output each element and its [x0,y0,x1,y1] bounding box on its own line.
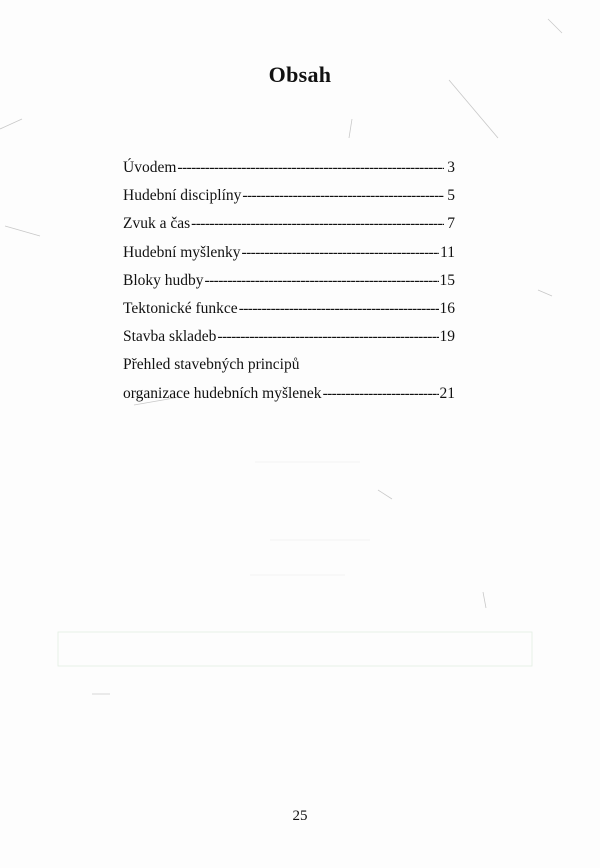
toc-leader [217,323,438,351]
toc-entry [123,154,455,182]
toc-entry-page: 16 [439,299,455,317]
toc-leader [177,154,444,182]
toc-entry [123,323,455,351]
toc-entry [123,182,455,210]
toc-leader [205,267,439,295]
toc-leader [242,182,444,210]
toc-entry [123,210,455,238]
toc-entry-page: 5 [447,187,455,205]
toc-leader [242,239,440,267]
toc-leader [323,380,439,408]
toc-entry [123,267,455,295]
toc-entry [123,351,455,379]
toc-entry-label: Hudební disciplíny [123,187,242,205]
toc-entry-label: organizace hudebních myšlenek [123,384,322,402]
toc-entry-page: 21 [439,384,455,402]
toc-entry-label: Zvuk a čas [123,215,191,233]
page-title: Obsah [268,62,332,87]
toc-entry-label: Přehled stavebných principů [123,356,300,374]
toc-entry-label: Úvodem [123,159,177,176]
toc-leader [239,295,439,323]
toc-entry [123,239,455,267]
toc-leader [191,210,444,238]
page-number: 25 [292,808,308,824]
toc-entry-label: Hudební myšlenky [123,243,241,261]
toc-entry-label: Stavba skladeb [123,328,217,346]
toc-entry [123,295,455,323]
toc-entry-page: 15 [439,271,455,289]
toc-entry-label: Tektonické funkce [123,299,238,317]
toc-entry-page: 19 [439,328,455,346]
toc-entry [123,380,455,408]
table-of-contents [123,154,455,408]
toc-entry-page: 7 [447,215,455,233]
toc-entry-page: 11 [440,243,455,261]
toc-entry-page: 3 [447,159,455,176]
toc-entry-label: Bloky hudby [123,271,204,289]
